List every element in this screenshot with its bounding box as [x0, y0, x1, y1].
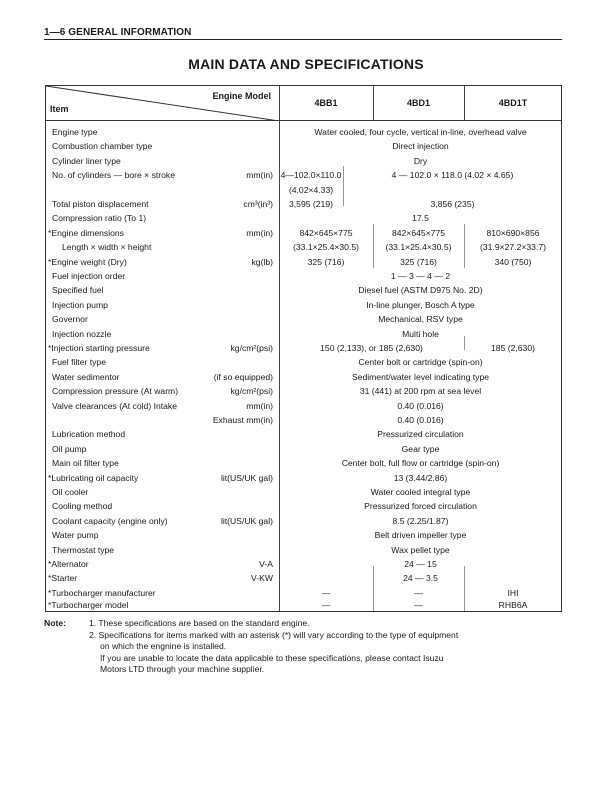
row-label: Length × width × height: [62, 242, 152, 253]
page-title: MAIN DATA AND SPECIFICATIONS: [188, 56, 424, 72]
row-value: 1 — 3 — 4 — 2: [390, 271, 451, 281]
row-value: 24 — 3.5: [403, 573, 438, 584]
item-label: Item: [50, 104, 69, 114]
row-unit: V-A: [259, 559, 273, 569]
row-label: *Turbocharger manufacturer: [48, 587, 156, 598]
row-value-4bb1: (33.1×25.4×30.5): [293, 242, 359, 253]
model-4bb1-header: 4BB1: [314, 98, 338, 108]
row-value: 0.40 (0.016): [397, 400, 444, 411]
row-value-4bd1: 325 (716): [400, 256, 437, 267]
row-label: Cylinder liner type: [52, 155, 121, 166]
table-row: [46, 255, 561, 269]
row-value: Mechanical, RSV type: [378, 314, 463, 325]
table-row: [46, 183, 561, 197]
row-label: Coolant capacity (engine only): [52, 515, 168, 526]
row-value: Center bolt or cartridge (spin-on): [358, 357, 483, 368]
table-row: [46, 456, 561, 470]
row-label: Oil pump: [52, 443, 87, 454]
table-row: [46, 514, 561, 528]
row-value-4bd1t: IHI: [507, 587, 519, 598]
table-row: [46, 384, 561, 398]
row-value: In-line plunger, Bosch A type: [366, 299, 475, 310]
column-divider-header-1: [373, 86, 374, 121]
row-label: Fuel injection order: [52, 271, 126, 281]
row-value: Wax pellet type: [391, 544, 450, 555]
row-unit: kg/cm²(psi): [230, 386, 273, 397]
row-label: No. of cylinders — bore × stroke: [52, 170, 175, 181]
note-item-2: 2. Specifications for items marked with an asterisk (*) will vary according to the type of equipment: [89, 629, 459, 640]
row-label: *Engine weight (Dry): [48, 256, 127, 267]
row-label: Valve clearances (At cold) Intake: [52, 400, 177, 411]
row-label: Oil cooler: [52, 487, 89, 497]
table-row: [46, 154, 561, 168]
table-row: [46, 341, 561, 355]
engine-model-label: Engine Model: [212, 91, 271, 101]
table-row: [46, 370, 561, 384]
row-unit: mm(in): [246, 227, 273, 238]
note-continuation: Motors LTD through your machine supplier.: [100, 664, 265, 675]
row-label: Total piston displacement: [52, 199, 149, 209]
row-label: Water sedimentor: [52, 371, 120, 382]
row-unit: kg/cm²(psi): [230, 343, 273, 353]
row-label: *Alternator: [48, 559, 89, 569]
row-label: Specified fuel: [52, 285, 104, 296]
row-value: Diesel fuel (ASTM D975 No. 2D): [358, 285, 483, 296]
row-label: Water pump: [52, 530, 99, 541]
table-row: [46, 586, 561, 600]
note-continuation: on which the engnine is installed.: [100, 641, 227, 652]
row-label: *Lubricating oil capacity: [48, 472, 139, 483]
row-unit: lit(US/UK gal): [220, 515, 273, 526]
row-value-4bd1: 842×645×775: [391, 227, 446, 238]
row-value-4bd1t: RHB6A: [498, 600, 528, 611]
row-value-4bb1: 4—102.0×110.0: [280, 170, 342, 181]
row-value: Direct injection: [392, 141, 449, 152]
row-value-4bd1t: 340 (750): [494, 256, 532, 267]
row-label: *Injection starting pressure: [48, 343, 150, 353]
table-row: [46, 269, 561, 283]
row-label: *Turbocharger model: [48, 600, 129, 611]
row-label: Combustion chamber type: [52, 141, 153, 152]
table-row: [46, 600, 561, 611]
row-value-4bd1-4bd1t: 4 — 102.0 × 118.0 (4.02 × 4.65): [391, 170, 514, 181]
row-value-4bd1: —: [414, 600, 423, 611]
row-label: *Engine dimensions: [48, 227, 124, 238]
row-value: Water cooled, four cycle, vertical in-line, overhead valve: [314, 127, 527, 137]
row-unit: mm(in): [246, 170, 273, 181]
table-row: [46, 399, 561, 413]
row-value-4bb1: —: [321, 600, 331, 611]
row-value-4bd1: (33.1×25.4×30.5): [385, 242, 452, 253]
table-header: [46, 86, 561, 121]
row-unit: lit(US/UK gal): [220, 472, 273, 483]
table-row: [46, 197, 561, 211]
note-item-1: 1. These specifications are based on the standard engine.: [89, 618, 310, 628]
row-value: 13 (3.44/2.86): [393, 472, 448, 483]
column-divider-header-2: [464, 86, 465, 121]
row-unit: V-KW: [251, 573, 273, 584]
row-value: Gear type: [401, 443, 440, 454]
table-row: [46, 413, 561, 427]
section-header: 1—6 GENERAL INFORMATION: [44, 27, 562, 40]
row-unit: kg(lb): [251, 256, 273, 267]
row-value-4bd1t: (31.9×27.2×33.7): [480, 242, 546, 253]
model-4bd1-header: 4BD1: [406, 98, 430, 108]
table-row: [46, 168, 561, 182]
table-row: [46, 125, 561, 139]
table-row: [46, 427, 561, 441]
row-label: Lubrication method: [52, 429, 126, 440]
row-value-4bd1: —: [414, 587, 423, 598]
row-value-4bb1-4bd1: 150 (2,133), or 185 (2,630): [320, 343, 423, 353]
row-value: 8.5 (2.25/1.87): [392, 515, 449, 526]
table-row: [46, 355, 561, 369]
table-row: [46, 485, 561, 499]
row-value: 0.40 (0.016): [397, 415, 444, 425]
row-value: Dry: [413, 155, 428, 166]
table-row: [46, 211, 561, 225]
row-value-4bb1: (4.02×4.33): [288, 184, 334, 195]
row-label: Thermostat type: [52, 544, 115, 555]
table-row: [46, 571, 561, 585]
row-value: 31 (441) at 200 rpm at sea level: [359, 386, 482, 397]
row-value-4bd1t: 185 (2,630): [491, 343, 535, 353]
table-row: [46, 226, 561, 240]
row-label: Compression ratio (To 1): [52, 213, 147, 224]
row-label: Engine type: [52, 127, 98, 137]
row-value: Pressurized circulation: [377, 429, 464, 440]
table-row: [46, 298, 561, 312]
row-label: Cooling method: [52, 501, 113, 512]
row-label: *Starter: [48, 573, 78, 584]
table-row: [46, 557, 561, 571]
table-row: [46, 240, 561, 254]
row-unit: cm³(in³): [243, 199, 273, 209]
table-row: [46, 499, 561, 513]
row-label: Compression pressure (At warm): [52, 386, 179, 397]
specifications-table: [45, 85, 562, 612]
row-value: Center bolt, full flow or cartridge (spin-on): [341, 458, 500, 469]
row-value-4bb1: 3,595 (219): [289, 199, 333, 209]
row-value: Sediment/water level indicating type: [351, 371, 490, 382]
note-continuation: If you are unable to locate the data applicable to these specifications, please contact Isuzu: [100, 652, 444, 663]
table-row: [46, 139, 561, 153]
row-value: Pressurized forced circulation: [364, 501, 477, 512]
row-value: 24 — 15: [404, 559, 437, 569]
table-row: [46, 283, 561, 297]
table-row: [46, 312, 561, 326]
row-value-4bd1-4bd1t: 3,856 (235): [430, 199, 475, 209]
row-value: 17.5: [412, 213, 429, 224]
row-label: Fuel filter type: [52, 357, 106, 368]
row-label: Governor: [52, 314, 88, 325]
row-label: Injection pump: [52, 299, 108, 310]
table-row: [46, 528, 561, 542]
table-row: [46, 471, 561, 485]
table-row: [46, 442, 561, 456]
model-4bd1t-header: 4BD1T: [498, 98, 528, 108]
row-unit: Exhaust mm(in): [212, 415, 273, 425]
note-heading: Note:: [44, 618, 66, 628]
row-label: Injection nozzle: [52, 328, 112, 339]
row-value-4bb1: 842×645×775: [299, 227, 353, 238]
row-value-4bd1t: 810×690×856: [486, 227, 540, 238]
row-label: Main oil filter type: [52, 458, 119, 469]
row-value: Multi hole: [402, 328, 439, 339]
row-value: Water cooled integral type: [370, 487, 471, 497]
row-unit: (if so equipped): [213, 371, 273, 382]
row-unit: mm(in): [246, 400, 273, 411]
row-value-4bb1: 325 (716): [307, 256, 345, 267]
row-value: Belt driven impeller type: [374, 530, 467, 541]
row-value-4bb1: —: [321, 587, 331, 598]
table-row: [46, 327, 561, 341]
table-row: [46, 543, 561, 557]
